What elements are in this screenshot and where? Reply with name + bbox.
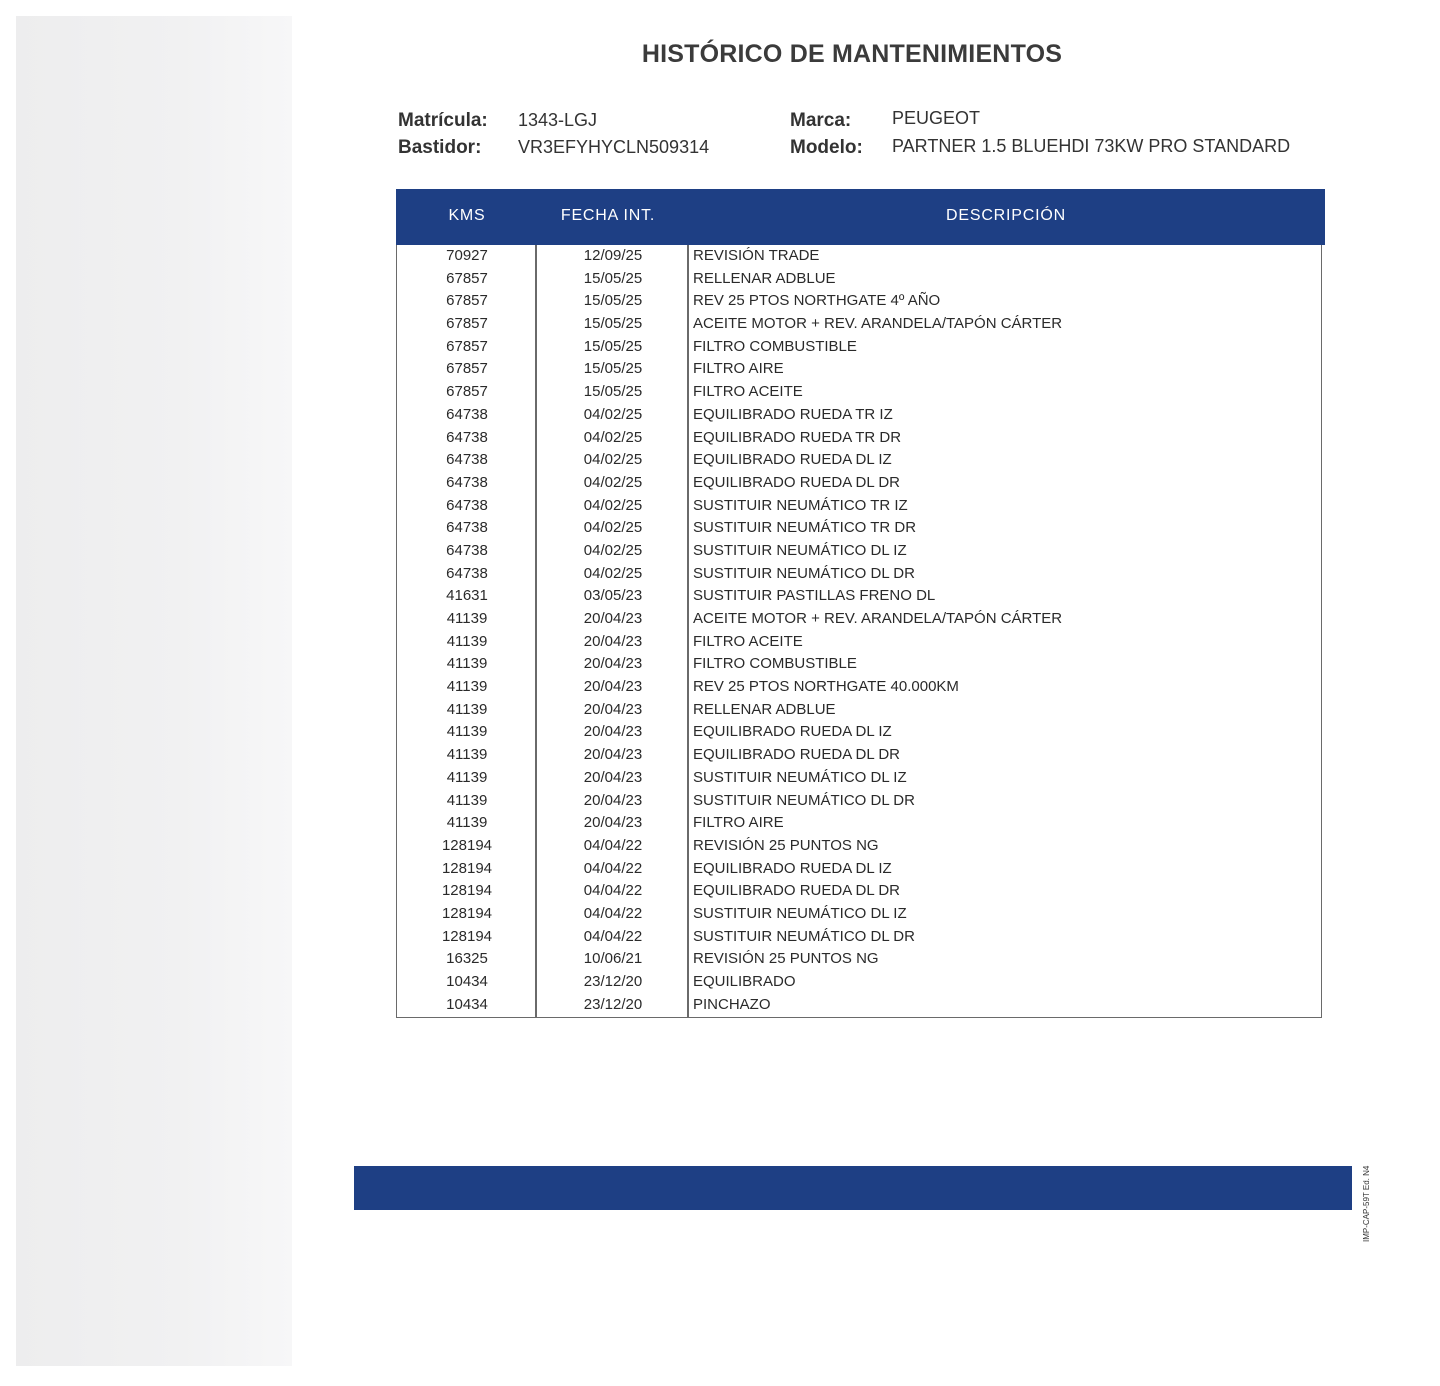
cell-descripcion: REVISIÓN 25 PUNTOS NG — [693, 950, 879, 968]
cell-fecha: 20/04/23 — [583, 700, 643, 718]
table-row — [397, 381, 1323, 404]
modelo-value: PARTNER 1.5 BLUEHDI 73KW PRO STANDARD — [892, 136, 1291, 156]
bastidor-value: VR3EFYHYCLN509314 — [518, 137, 710, 157]
cell-fecha: 20/04/23 — [583, 746, 643, 764]
table-row — [397, 835, 1323, 858]
cell-kms: 67857 — [446, 383, 488, 401]
cell-fecha: 15/05/25 — [583, 315, 643, 333]
cell-kms: 41139 — [446, 814, 488, 832]
table-row — [397, 472, 1323, 495]
cell-descripcion: EQUILIBRADO — [693, 973, 796, 990]
cell-fecha: 04/02/25 — [583, 473, 643, 491]
cell-fecha: 20/04/23 — [583, 678, 643, 696]
cell-fecha: 23/12/20 — [583, 973, 643, 990]
marca-label: Marca: — [790, 110, 852, 131]
cell-descripcion: RELLENAR ADBLUE — [693, 700, 836, 718]
cell-descripcion: EQUILIBRADO RUEDA DL IZ — [693, 723, 892, 741]
table-row — [397, 563, 1323, 586]
cell-descripcion: SUSTITUIR NEUMÁTICO TR IZ — [693, 496, 908, 514]
cell-fecha: 15/05/25 — [583, 292, 643, 310]
cell-kms: 128194 — [441, 836, 493, 854]
cell-kms: 64738 — [446, 473, 488, 491]
modelo-label: Modelo: — [790, 137, 863, 158]
page-title: HISTÓRICO DE MANTENIMIENTOS — [641, 40, 1063, 68]
table-row — [397, 790, 1323, 813]
cell-kms: 64738 — [446, 451, 488, 469]
cell-descripcion: FILTRO ACEITE — [693, 632, 803, 650]
cell-descripcion: SUSTITUIR NEUMÁTICO DL DR — [693, 564, 915, 582]
cell-kms: 64738 — [446, 541, 488, 559]
cell-fecha: 04/04/22 — [583, 836, 643, 854]
table-row — [397, 495, 1323, 518]
table-row — [397, 812, 1323, 835]
marca-value: PEUGEOT — [892, 108, 981, 128]
cell-descripcion: EQUILIBRADO RUEDA DL IZ — [693, 859, 892, 877]
cell-kms: 41139 — [446, 791, 488, 809]
cell-kms: 10434 — [446, 973, 488, 990]
table-row — [397, 880, 1323, 903]
table-row — [397, 767, 1323, 790]
cell-fecha: 20/04/23 — [583, 768, 643, 786]
table-row — [397, 858, 1323, 881]
table-row — [397, 721, 1323, 744]
cell-descripcion: EQUILIBRADO RUEDA DL DR — [693, 746, 900, 764]
cell-fecha: 04/04/22 — [583, 882, 643, 900]
cell-kms: 128194 — [441, 859, 493, 877]
cell-kms: 128194 — [441, 882, 493, 900]
cell-descripcion: SUSTITUIR NEUMÁTICO DL DR — [693, 791, 915, 809]
cell-fecha: 15/05/25 — [583, 360, 643, 378]
cell-kms: 41139 — [446, 655, 488, 673]
cell-fecha: 20/04/23 — [583, 632, 643, 650]
table-row — [397, 585, 1323, 608]
table-row — [397, 971, 1323, 994]
cell-kms: 41139 — [446, 768, 488, 786]
cell-fecha: 20/04/23 — [583, 814, 643, 832]
table-row — [397, 926, 1323, 949]
cell-descripcion: SUSTITUIR PASTILLAS FRENO DL — [693, 587, 936, 605]
cell-kms: 128194 — [441, 904, 493, 922]
cell-kms: 16325 — [446, 950, 488, 968]
cell-descripcion: SUSTITUIR NEUMÁTICO DL IZ — [693, 541, 907, 559]
cell-fecha: 20/04/23 — [583, 610, 643, 627]
cell-kms: 41139 — [446, 746, 488, 764]
table-row — [397, 268, 1323, 291]
table-row — [397, 449, 1323, 472]
footer-bar — [354, 1166, 1352, 1210]
cell-fecha: 03/05/23 — [583, 587, 643, 605]
cell-fecha: 04/04/22 — [583, 904, 643, 922]
cell-kms: 41139 — [446, 700, 488, 718]
cell-kms: 41139 — [446, 723, 488, 741]
cell-kms: 128194 — [441, 927, 493, 945]
table-row — [397, 313, 1323, 336]
cell-kms: 67857 — [446, 269, 488, 287]
table-row — [397, 994, 1323, 1017]
cell-kms: 64738 — [446, 519, 488, 537]
table-row — [397, 948, 1323, 971]
table-row — [397, 653, 1323, 676]
cell-fecha: 04/04/22 — [583, 859, 643, 877]
cell-fecha: 20/04/23 — [583, 655, 643, 673]
cell-kms: 67857 — [446, 315, 488, 333]
table-row — [397, 540, 1323, 563]
cell-fecha: 04/02/25 — [583, 405, 643, 423]
header-fecha: FECHA INT. — [560, 207, 656, 224]
cell-fecha: 04/02/25 — [583, 451, 643, 469]
header-kms: KMS — [448, 207, 486, 224]
cell-kms: 41139 — [446, 632, 488, 650]
cell-fecha: 04/02/25 — [583, 541, 643, 559]
cell-descripcion: PINCHAZO — [693, 995, 771, 1013]
bastidor-label: Bastidor: — [398, 137, 482, 158]
table-row — [397, 404, 1323, 427]
cell-descripcion: SUSTITUIR NEUMÁTICO DL IZ — [693, 904, 907, 922]
cell-descripcion: EQUILIBRADO RUEDA DL IZ — [693, 451, 892, 469]
cell-descripcion: SUSTITUIR NEUMÁTICO TR DR — [693, 519, 917, 537]
cell-fecha: 04/02/25 — [583, 564, 643, 582]
cell-fecha: 15/05/25 — [583, 383, 643, 401]
cell-kms: 64738 — [446, 428, 488, 446]
matricula-value: 1343-LGJ — [518, 110, 598, 130]
cell-descripcion: EQUILIBRADO RUEDA TR IZ — [693, 405, 893, 423]
cell-kms: 67857 — [446, 337, 488, 355]
cell-descripcion: EQUILIBRADO RUEDA TR DR — [693, 428, 902, 446]
cell-kms: 41139 — [446, 678, 488, 696]
table-header — [396, 189, 1325, 245]
cell-descripcion: FILTRO COMBUSTIBLE — [693, 655, 857, 673]
cell-fecha: 12/09/25 — [583, 247, 643, 264]
cell-kms: 41631 — [446, 587, 488, 605]
cell-descripcion: REVISIÓN 25 PUNTOS NG — [693, 836, 879, 854]
cell-fecha: 04/02/25 — [583, 428, 643, 446]
cell-descripcion: FILTRO AIRE — [693, 360, 784, 378]
cell-fecha: 15/05/25 — [583, 337, 643, 355]
cell-fecha: 20/04/23 — [583, 723, 643, 741]
form-code: IMP-CAP-59T Ed. N4 — [1362, 1165, 1371, 1242]
cell-fecha: 23/12/20 — [583, 995, 643, 1013]
cell-kms: 64738 — [446, 564, 488, 582]
maintenance-table — [396, 189, 1322, 1018]
table-row — [397, 608, 1323, 631]
cell-descripcion: FILTRO ACEITE — [693, 383, 803, 401]
cell-fecha: 15/05/25 — [583, 269, 643, 287]
cell-descripcion: ACEITE MOTOR + REV. ARANDELA/TAPÓN CÁRTER — [693, 315, 1063, 333]
cell-descripcion: REV 25 PTOS NORTHGATE 40.000KM — [693, 678, 959, 696]
table-row — [397, 358, 1323, 381]
table-row — [397, 903, 1323, 926]
header-descripcion: DESCRIPCIÓN — [946, 207, 1066, 224]
table-row — [397, 744, 1323, 767]
cell-fecha: 04/02/25 — [583, 519, 643, 537]
table-row — [397, 631, 1323, 654]
table-row — [397, 517, 1323, 540]
cell-fecha: 10/06/21 — [583, 950, 643, 968]
cell-descripcion: SUSTITUIR NEUMÁTICO DL IZ — [693, 768, 907, 786]
table-row — [397, 427, 1323, 450]
cell-kms: 10434 — [446, 995, 488, 1013]
table-body — [397, 245, 1323, 1016]
cell-kms: 64738 — [446, 405, 488, 423]
cell-descripcion: FILTRO AIRE — [693, 814, 784, 832]
cell-kms: 41139 — [446, 610, 488, 627]
cell-descripcion: SUSTITUIR NEUMÁTICO DL DR — [693, 927, 915, 945]
table-row — [397, 699, 1323, 722]
scan-margin-shadow — [16, 16, 292, 1366]
cell-fecha: 04/02/25 — [583, 496, 643, 514]
cell-descripcion: REVISIÓN TRADE — [693, 247, 820, 264]
cell-kms: 67857 — [446, 292, 488, 310]
cell-kms: 67857 — [446, 360, 488, 378]
cell-kms: 70927 — [446, 247, 488, 264]
cell-descripcion: EQUILIBRADO RUEDA DL DR — [693, 882, 900, 900]
cell-fecha: 04/04/22 — [583, 927, 643, 945]
table-row — [397, 245, 1323, 268]
table-row — [397, 676, 1323, 699]
cell-descripcion: RELLENAR ADBLUE — [693, 269, 836, 287]
cell-descripcion: EQUILIBRADO RUEDA DL DR — [693, 473, 900, 491]
table-row — [397, 336, 1323, 359]
cell-descripcion: FILTRO COMBUSTIBLE — [693, 337, 857, 355]
matricula-label: Matrícula: — [398, 110, 488, 131]
cell-descripcion: ACEITE MOTOR + REV. ARANDELA/TAPÓN CÁRTER — [693, 610, 1063, 627]
cell-descripcion: REV 25 PTOS NORTHGATE 4º AÑO — [693, 292, 941, 310]
cell-fecha: 20/04/23 — [583, 791, 643, 809]
cell-kms: 64738 — [446, 496, 488, 514]
table-row — [397, 290, 1323, 313]
